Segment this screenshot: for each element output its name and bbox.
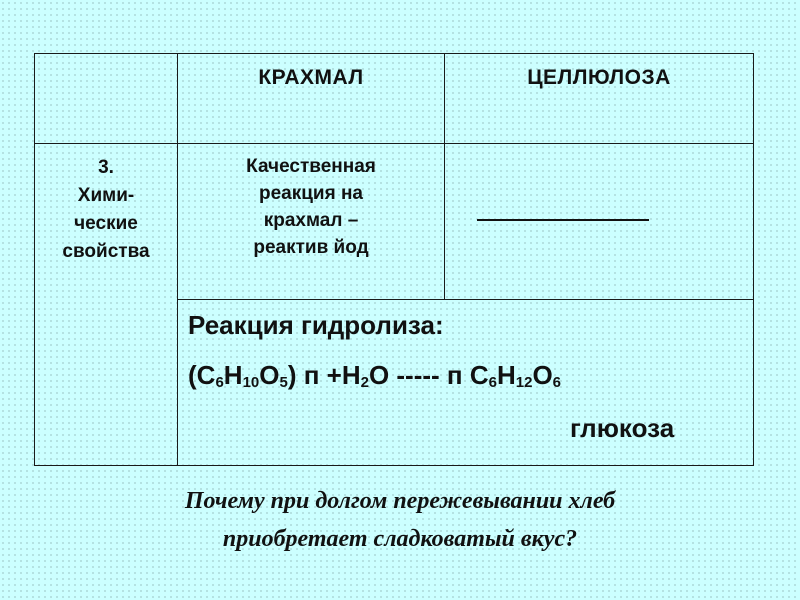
eq-sub-c2: 6 <box>488 374 497 391</box>
row-label-line3: свойства <box>62 241 150 262</box>
hydrolysis-cell <box>178 300 754 466</box>
eq-sub-h1: 10 <box>242 374 260 391</box>
header-cellulose: ЦЕЛЛЮЛОЗА <box>527 66 671 89</box>
eq-h1: Н <box>223 360 243 390</box>
row-number: 3. <box>98 157 114 178</box>
qualitative-row <box>35 144 754 300</box>
cellulose-qualitative-cell <box>445 144 754 300</box>
eq-sub-o1: 5 <box>279 374 288 391</box>
hydrolysis-equation <box>188 360 561 391</box>
eq-sub-h3: 12 <box>515 374 533 391</box>
row-label-line1: Хими- <box>77 185 135 206</box>
eq-o2: О <box>532 360 553 390</box>
eq-sub-c1: 6 <box>215 374 224 391</box>
question-text <box>120 482 680 558</box>
header-empty-cell <box>35 54 178 144</box>
no-reaction-dash <box>477 219 649 221</box>
hydrolysis-product: глюкоза <box>570 413 675 443</box>
question-line1: Почему при долгом пережевывании хлеб <box>184 488 616 514</box>
header-cellulose-cell <box>445 54 754 144</box>
eq-mid: ) п +Н <box>287 360 361 390</box>
row-label-line2: ческие <box>74 213 138 234</box>
question-line2: приобретает сладковатый вкус? <box>222 526 578 552</box>
row-label-cell <box>35 144 178 466</box>
eq-sub-o2: 6 <box>552 374 562 391</box>
header-starch-cell <box>178 54 445 144</box>
qualitative-line1: Качественная <box>246 156 376 177</box>
qualitative-line4: реактив йод <box>253 237 369 258</box>
qualitative-line3: крахмал – <box>263 210 359 231</box>
hydrolysis-title: Реакция гидролиза: <box>188 310 444 340</box>
eq-h2: Н <box>496 360 516 390</box>
eq-open: (С <box>188 360 216 390</box>
starch-qualitative-cell <box>178 144 445 300</box>
table-header-row <box>35 54 754 144</box>
eq-arrow: О ----- п С <box>368 360 489 390</box>
eq-sub-h2: 2 <box>360 374 369 391</box>
qualitative-line2: реакция на <box>258 183 364 204</box>
comparison-table <box>34 53 754 466</box>
eq-o1: О <box>259 360 280 390</box>
header-starch: КРАХМАЛ <box>258 66 364 89</box>
